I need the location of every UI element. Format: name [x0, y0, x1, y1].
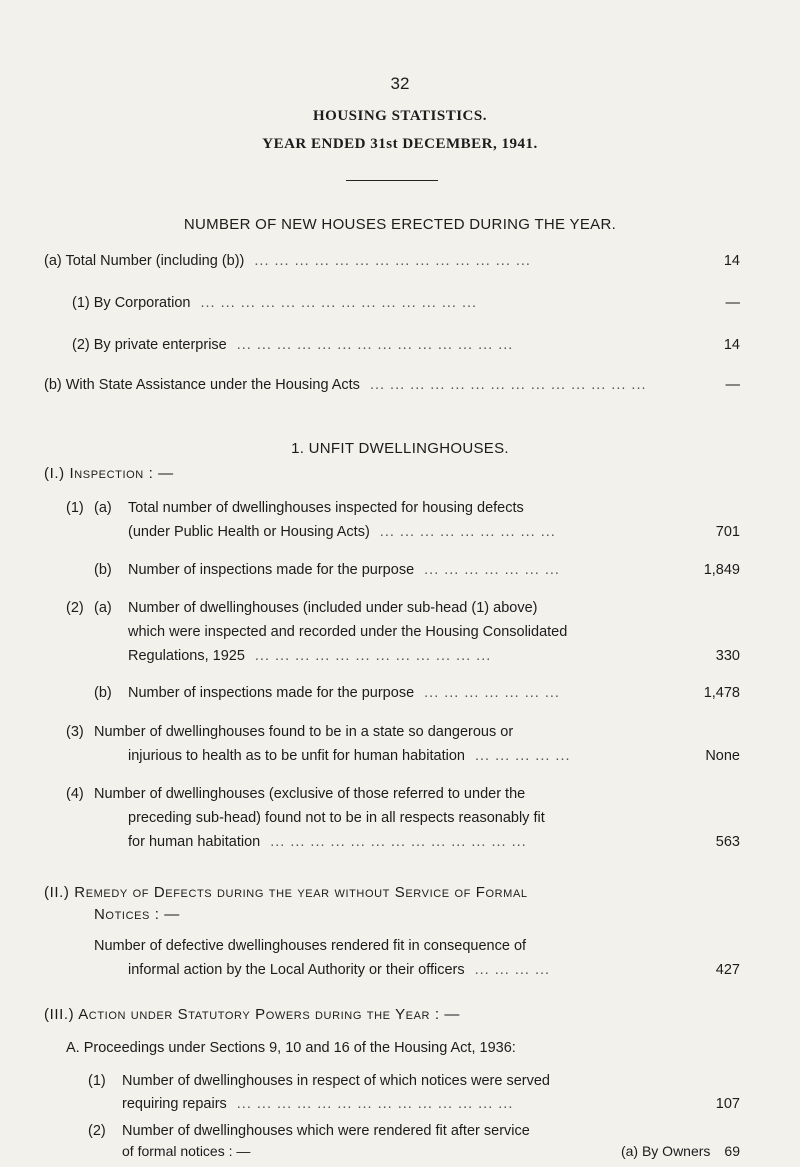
action-a2-values [500, 1143, 740, 1159]
leader-dots: ... ... ... ... [474, 962, 551, 978]
new-houses-heading: NUMBER OF NEW HOUSES ERECTED DURING THE YEAR. [183, 216, 617, 233]
item-text: Number of inspections made for the purpose [128, 685, 415, 701]
leader-dots: ... ... ... ... ... ... ... ... ... ... ... ... [254, 648, 492, 664]
row-value: — [725, 377, 740, 393]
page-subtitle: YEAR ENDED 31st DECEMBER, 1941. [262, 136, 538, 152]
item-text: (under Public Health or Housing Acts) [128, 524, 370, 540]
item-text: Regulations, 1925 [128, 648, 245, 664]
leader-dots: ... ... ... ... ... ... ... ... ... [379, 524, 556, 540]
item-letter: (a) [94, 600, 112, 616]
leader-dots: ... ... ... ... ... ... ... ... ... ... ... ... ... ... [236, 337, 514, 353]
item-value: 1,478 [703, 685, 740, 701]
a2a-label: (a) By Owners [620, 1143, 711, 1159]
leader-dots: ... ... ... ... ... ... ... [424, 562, 560, 578]
item-number: (1) [66, 500, 84, 516]
item-number: (3) [66, 724, 84, 740]
item-value: 107 [715, 1096, 740, 1112]
item-text: preceding sub-head) found not to be in all respects reasonably fit [128, 810, 545, 826]
leader-dots: ... ... ... ... ... ... ... [424, 685, 560, 701]
remedy-text: Number of defective dwellinghouses rendered fit in consequence of [94, 938, 527, 954]
action-a1-final [122, 1096, 740, 1112]
item-letter: (b) [94, 685, 112, 701]
action-heading: (III.) Action under Statutory Powers during the Year : — [44, 1006, 460, 1023]
item-number: (1) [88, 1073, 106, 1089]
item-text: Number of dwellinghouses (exclusive of those referred to under the [94, 786, 526, 802]
item-text: Number of dwellinghouses (included under sub-head (1) above) [128, 600, 538, 616]
item-text: requiring repairs [122, 1096, 227, 1112]
item-value: 330 [715, 648, 740, 664]
row-value: 14 [723, 253, 740, 269]
item-text: Number of inspections made for the purpose [128, 562, 415, 578]
item-number: (2) [66, 600, 84, 616]
item-value: 563 [715, 834, 740, 850]
item-1b [128, 562, 740, 578]
remedy-value: 427 [715, 962, 740, 978]
page-number: 32 [390, 74, 410, 93]
leader-dots: ... ... ... ... ... ... ... ... ... ... ... ... ... [270, 834, 527, 850]
item-2b [128, 685, 740, 701]
leader-dots: ... ... ... ... ... ... ... ... ... ... ... ... ... ... [369, 377, 647, 393]
item-value: 701 [715, 524, 740, 540]
leader-dots: ... ... ... ... ... ... ... ... ... ... ... ... ... ... [200, 295, 478, 311]
item-number: (4) [66, 786, 84, 802]
row-value: 14 [723, 337, 740, 353]
new-houses-row-state [44, 377, 740, 393]
page-title: HOUSING STATISTICS. [312, 108, 487, 124]
item-letter: (b) [94, 562, 112, 578]
item-text: Number of dwellinghouses found to be in a state so dangerous or [94, 724, 514, 740]
row-label: (b) With State Assistance under the Housing Acts [44, 377, 360, 393]
leader-dots: ... ... ... ... ... ... ... ... ... ... ... ... ... ... [236, 1096, 514, 1112]
item-1a-final [128, 524, 740, 540]
leader-dots: ... ... ... ... ... ... ... ... ... ... ... ... ... ... [254, 253, 531, 269]
remedy-final [128, 962, 740, 978]
item-value: None [705, 748, 740, 764]
item-value: 1,849 [703, 562, 740, 578]
row-label: (2) By private enterprise [72, 337, 227, 353]
row-label: (1) By Corporation [72, 295, 191, 311]
a2a-value: 69 [724, 1143, 740, 1159]
action-subheading: A. Proceedings under Sections 9, 10 and 16 of the Housing Act, 1936: [66, 1040, 516, 1056]
item-text: Number of dwellinghouses which were rendered fit after service [122, 1123, 530, 1139]
item-text: Total number of dwellinghouses inspected for housing defects [128, 500, 524, 516]
leader-dots: ... ... ... ... ... [474, 748, 571, 764]
title-rule [346, 180, 438, 181]
item-text: Number of dwellinghouses in respect of which notices were served [122, 1073, 550, 1089]
item-3-final [128, 748, 740, 764]
item-4-final [128, 834, 740, 850]
item-2a-final [128, 648, 740, 664]
new-houses-row-corporation [72, 295, 740, 311]
row-label: (a) Total Number (including (b)) [44, 253, 245, 269]
row-value: — [725, 295, 740, 311]
item-text: injurious to health as to be unfit for human habitation [128, 748, 465, 764]
item-number: (2) [88, 1123, 106, 1139]
item-text: which were inspected and recorded under the Housing Consolidated [128, 624, 568, 640]
remedy-heading-cont: Notices : — [94, 906, 180, 923]
new-houses-row-total [44, 253, 740, 269]
item-text: of formal notices : — [122, 1143, 251, 1159]
new-houses-row-private [72, 337, 740, 353]
remedy-text: informal action by the Local Authority or their officers [128, 962, 465, 978]
item-text: for human habitation [128, 834, 261, 850]
remedy-heading: (II.) Remedy of Defects during the year without Service of Formal [44, 884, 528, 901]
unfit-heading: 1. UNFIT DWELLINGHOUSES. [291, 440, 509, 457]
item-letter: (a) [94, 500, 112, 516]
inspection-heading: (I.) Inspection : — [44, 465, 174, 482]
